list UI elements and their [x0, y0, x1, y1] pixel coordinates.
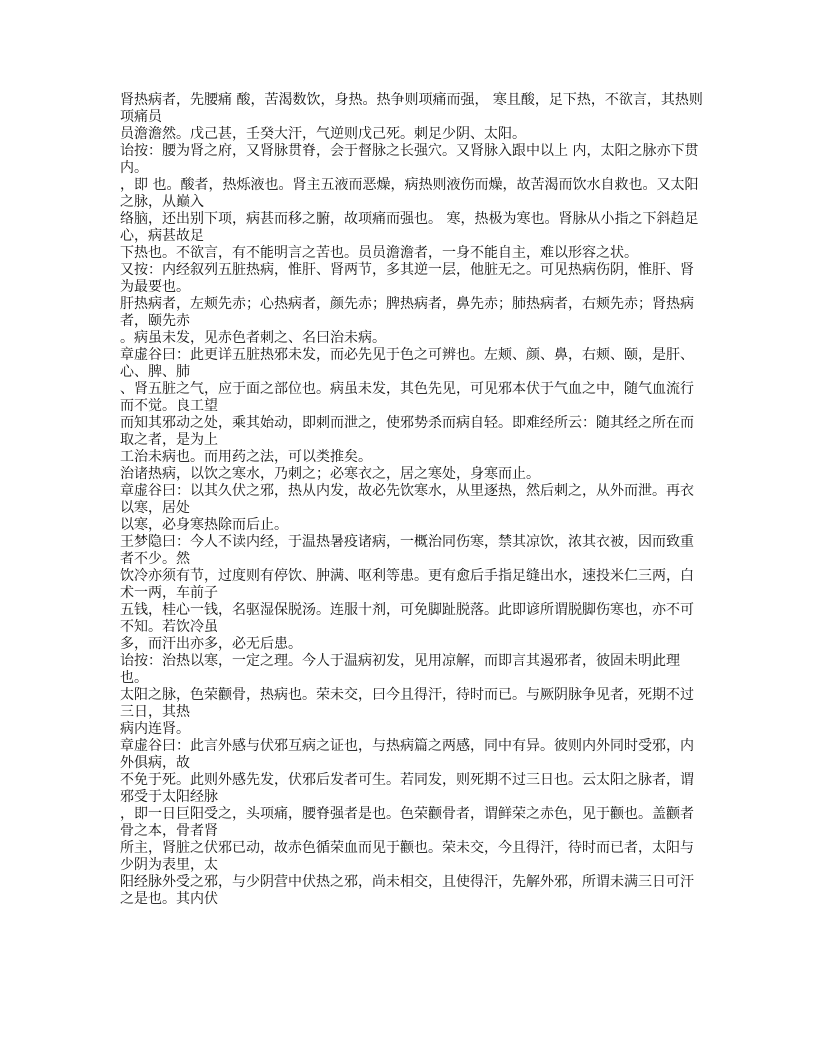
text-line: 治诸热病，以饮之寒水，乃刺之；必寒衣之，居之寒处，身寒而止。	[120, 466, 540, 482]
text-line: 王梦隐曰：今人不读内经，于温热暑疫诸病，一概治同伤寒，禁其凉饮，浓其衣被，因而致重者不少。然	[120, 534, 694, 567]
text-line: 五钱，桂心一钱，名驱湿保脱汤。连服十剂，可免脚趾脱落。此即谚所谓脱脚伤寒也，亦不可不知。若饮冷虽	[120, 602, 694, 635]
text-line: 不免于死。此则外感先发，伏邪后发者可生。若同发，则死期不过三日也。云太阳之脉者，谓邪受于太阳经脉	[120, 772, 694, 805]
text-line: 章虚谷曰：此言外感与伏邪互病之证也，与热病篇之两感，同中有异。彼则内外同时受邪，内外俱病，故	[120, 738, 694, 771]
text-line: 以寒，必身寒热除而后止。	[120, 517, 288, 533]
text-line: 阳经脉外受之邪，与少阴营中伏热之邪，尚未相交，且使得汗，先解外邪，所谓未满三日可汗之是也。其内伏	[120, 874, 694, 907]
text-line: 、肾五脏之气，应于面之部位也。病虽未发，其色先见，可见邪本伏于气血之中，随气血流行而不觉。良工望	[120, 381, 694, 414]
text-line: 而知其邪动之处，乘其始动，即刺而泄之，使邪势杀而病自轻。即难经所云：随其经之所在而取之者，是为上	[120, 415, 694, 448]
text-line: ，即一日巨阳受之，头项痛，腰脊强者是也。色荣颧骨者，谓鲜荣之赤色，见于颧也。盖颧者骨之本，骨者肾	[120, 806, 694, 839]
text-line: 络脑，还出别下项，病甚而移之腑，故项痛而强也。 寒，热极为寒也。肾脉从小指之下斜趋足心，病甚故足	[120, 211, 699, 244]
text-line: 多，而汗出亦多，必无后患。	[120, 636, 302, 652]
text-line: 诒按：治热以寒，一定之理。今人于温病初发，见用凉解，而即言其遏邪者，彼固未明此理也。	[120, 653, 680, 686]
text-line: 诒按：腰为肾之府，又肾脉贯脊，会于督脉之长强穴。又肾脉入跟中以上 内，太阳之脉亦下贯内。	[120, 143, 699, 176]
text-line: 肾热病者，先腰痛 酸，苦渴数饮，身热。热争则项痛而强， 寒且酸，足下热，不欲言，其热则项痛员	[120, 92, 703, 125]
text-line: 肝热病者，左颊先赤；心热病者，颜先赤；脾热病者，鼻先赤；肺热病者，右颊先赤；肾热病者，颐先赤	[120, 296, 694, 329]
text-line: 下热也。不欲言，有不能明言之苦也。员员澹澹者，一身不能自主，难以形容之状。	[120, 245, 638, 261]
text-line: 工治未病也。而用药之法，可以类推矣。	[120, 449, 372, 465]
text-line: 病内连肾。	[120, 721, 190, 737]
document-body	[120, 92, 704, 908]
text-line: 太阳之脉，色荣颧骨，热病也。荣未交，曰今且得汗，待时而已。与厥阴脉争见者，死期不过三日，其热	[120, 687, 694, 720]
text-line: 员澹澹然。戊己甚，壬癸大汗，气逆则戊己死。刺足少阴、太阳。	[120, 126, 526, 142]
text-line: 章虚谷曰：此更详五脏热邪未发，而必先见于色之可辨也。左颊、颜、鼻，右颊、颐，是肝、心、脾、肺	[120, 347, 694, 380]
text-line: ，即 也。酸者，热烁液也。肾主五液而恶燥，病热则液伤而燥，故苦渴而饮水自救也。又太阳之脉，从巅入	[120, 177, 699, 210]
text-line: 饮冷亦须有节，过度则有停饮、肿满、呕利等患。更有愈后手指足缝出水，速投米仁三两，白术一两，车前子	[120, 568, 694, 601]
text-line: 章虚谷曰：以其久伏之邪，热从内发，故必先饮寒水，从里逐热，然后刺之，从外而泄。再衣以寒，居处	[120, 483, 694, 516]
text-line: 又按：内经叙列五脏热病，惟肝、肾两节，多其逆一层，他脏无之。可见热病伤阴，惟肝、肾为最要也。	[120, 262, 694, 295]
text-line: 。病虽未发，见赤色者刺之、名曰治未病。	[120, 330, 386, 346]
text-line: 所主，肾脏之伏邪已动，故赤色循荣血而见于颧也。荣未交，今且得汗，待时而已者，太阳与少阴为表里，太	[120, 840, 694, 873]
